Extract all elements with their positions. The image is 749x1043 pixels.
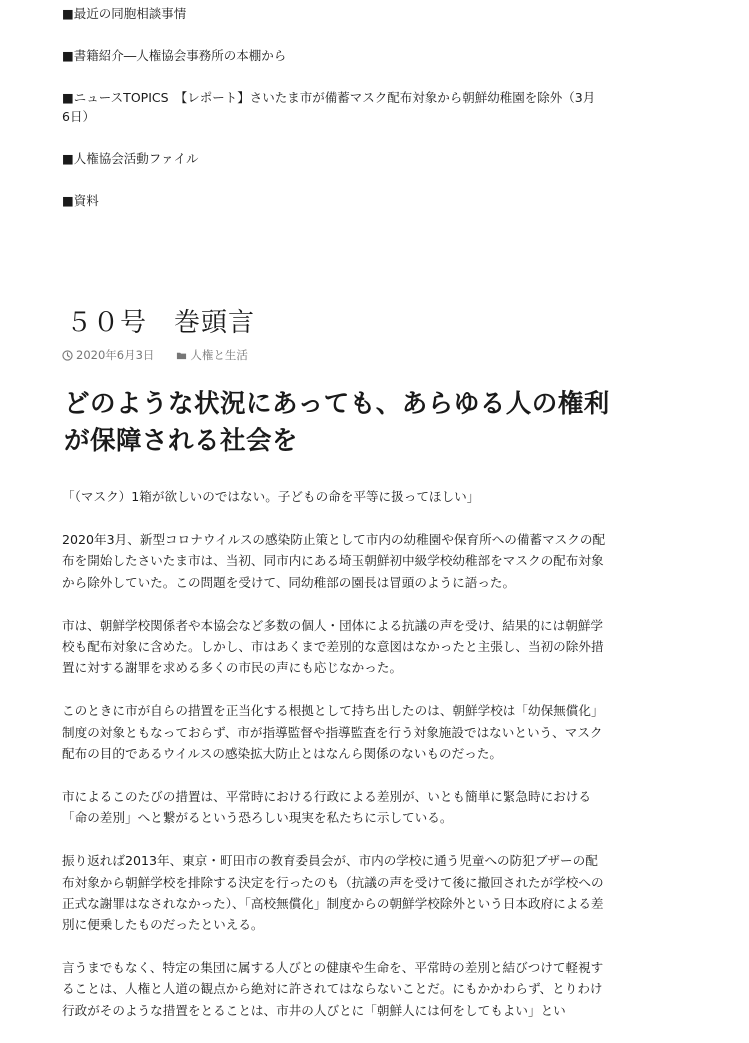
table-of-contents <box>62 4 602 233</box>
post-date: 2020年6月3日 <box>76 348 155 362</box>
article-headline: どのような状況にあっても、あらゆる人の権利が保障される社会を <box>64 389 610 456</box>
paragraph: 市は、朝鮮学校関係者や本協会など多数の個人・団体による抗議の声を受け、結果的には朝鮮学校も配布対象に含めた。しかし、市はあくまで差別的な意図はなかったと主張し、当初の除外措置に対する謝罪を求める多くの市民の声にも応じなかった。 <box>62 617 604 676</box>
toc-item[interactable] <box>62 88 602 126</box>
article-body <box>62 486 610 1043</box>
toc-item[interactable] <box>62 4 602 23</box>
toc-item[interactable] <box>62 191 602 210</box>
entry-meta <box>62 346 248 364</box>
folder-icon <box>176 350 187 361</box>
toc-link[interactable]: ■ニュースTOPICS 【レポート】さいたま市が備蓄マスク配布対象から朝鮮幼稚園を除外（3月6日） <box>62 90 596 124</box>
paragraph: 言うまでもなく、特定の集団に属する人びとの健康や生命を、平常時の差別と結びつけて軽視することは、人権と人道の観点から絶対に許されてはならないことだ。にもかかわらず、とりわけ行政がそのような措置をとることは、市井の人びとに「朝鮮人には何をしてもよい」とい <box>62 960 604 1018</box>
toc-link[interactable]: ■書籍紹介―人権協会事務所の本棚から <box>62 48 287 63</box>
paragraph: 2020年3月、新型コロナウイルスの感染防止策として市内の幼稚園や保育所への備蓄マスクの配布を開始したさいたま市は、当初、同市内にある埼玉朝鮮初中級学校幼稚部をマスクの配布対象から除外していた。この問題を受けて、同幼稚部の園長は冒頭のように語った。 <box>62 532 606 590</box>
category-label: 人権と生活 <box>190 348 248 362</box>
toc-link[interactable]: ■資料 <box>62 193 99 208</box>
toc-item[interactable] <box>62 149 602 168</box>
paragraph: このときに市が自らの措置を正当化する根拠として持ち出したのは、朝鮮学校は「幼保無償化」制度の対象ともなっておらず、市が指導監督や指導監査を行う対象施設ではないという、マスク配布の目的であるウイルスの感染拡大防止とはなんら関係のないものだった。 <box>62 703 604 761</box>
toc-link[interactable]: ■最近の同胞相談事情 <box>62 6 187 21</box>
entry-title[interactable]: ５０号 巻頭言 <box>66 308 256 338</box>
toc-item[interactable] <box>62 46 602 65</box>
paragraph: 「（マスク）1箱が欲しいのではない。子どもの命を平等に扱ってほしい」 <box>62 489 480 504</box>
paragraph: 市によるこのたびの措置は、平常時における行政による差別が、いとも簡単に緊急時における「命の差別」へと繋がるという恐ろしい現実を私たちに示している。 <box>62 789 591 826</box>
clock-icon <box>62 350 73 361</box>
post-date-link[interactable] <box>62 346 154 364</box>
toc-link[interactable]: ■人権協会活動ファイル <box>62 151 199 166</box>
paragraph: 振り返れば2013年、東京・町田市の教育委員会が、市内の学校に通う児童への防犯ブザーの配布対象から朝鮮学校を排除する決定を行ったのも（抗議の声を受けて後に撤回されたが学校への正式な謝罪はなされなかった）、「高校無償化」制度からの朝鮮学校除外という日本政府による差別に便乗したものだったといえる。 <box>62 853 604 933</box>
category-link[interactable] <box>176 346 248 364</box>
